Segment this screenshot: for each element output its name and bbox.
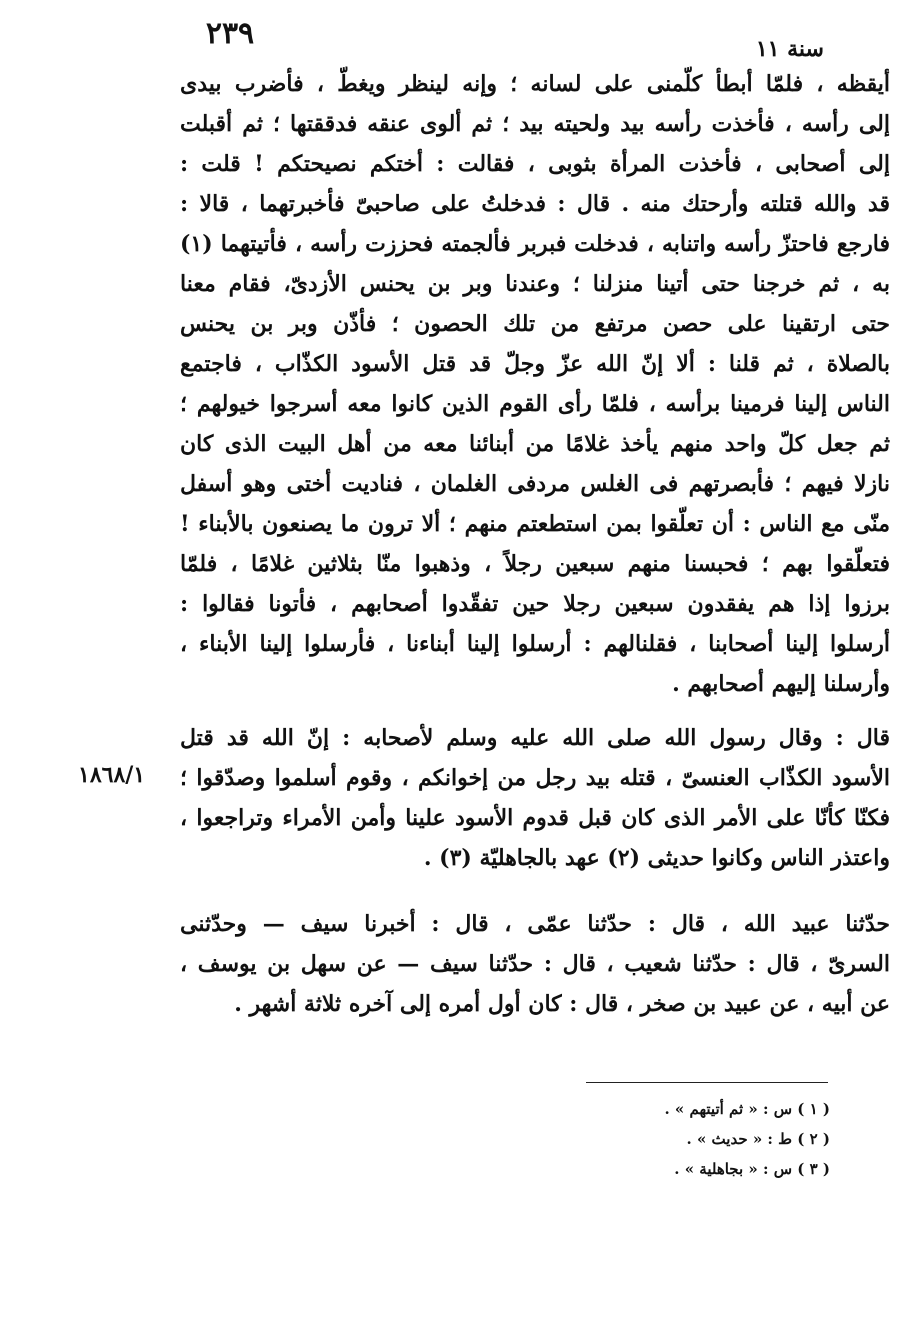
text-line: فكنّا كأنّا على الأمر الذى كان قبل قدوم الأسود علينا وأمن الأمراء وتراجعوا ، <box>180 805 890 831</box>
text-line: نازلا فيهم ؛ فأبصرتهم فى الغلس مردفى الغلمان ، فناديت أختى وهو أسفل <box>180 471 890 497</box>
body-text <box>180 64 890 1024</box>
text-line: السرىّ ، قال : حدّثنا شعيب ، قال : حدّثنا سيف — عن سهل بن يوسف ، <box>180 951 890 977</box>
text-line: الناس إلينا فرمينا برأسه ، فلمّا رأى القوم الذين كانوا معه أسرجوا خيولهم ؛ <box>180 391 890 417</box>
running-head: سنة ١١ <box>755 36 824 62</box>
text-line: عن أبيه ، عن عبيد بن صخر ، قال : كان أول أمره إلى آخره ثلاثة أشهر . <box>234 991 890 1017</box>
paragraph <box>180 718 890 878</box>
text-line: إلى أصحابى ، فأخذت المرأة بثوبى ، فقالت : أختكم نصيحتكم ! قلت : <box>180 151 890 177</box>
text-line: وأرسلنا إليهم أصحابهم . <box>672 671 890 697</box>
text-line: قد والله قتلته وأرحتك منه . قال : فدخلتُ على صاحبىّ فأخبرتهما ، قالا : <box>180 191 890 217</box>
text-line: قال : وقال رسول الله صلى الله عليه وسلم لأصحابه : إنّ الله قد قتل <box>180 725 890 751</box>
footnote: ( ٣ ) س : « بجاهلية » . <box>674 1160 830 1178</box>
text-line: بالصلاة ، ثم قلنا : ألا إنّ الله عزّ وجلّ قد قتل الأسود الكذّاب ، فاجتمع <box>180 351 890 377</box>
text-line: به ، ثم خرجنا حتى أتينا منزلنا ؛ وعندنا وبر بن يحنس الأزدىّ، فقام معنا <box>180 271 890 297</box>
margin-reference: ١٨٦٨/١ <box>78 762 146 788</box>
text-line: إلى رأسه ، فأخذت رأسه بيد ولحيته بيد ؛ ثم ألوى عنقه فدققتها ؛ ثم أقبلت <box>180 111 890 137</box>
text-line: الأسود الكذّاب العنسىّ ، قتله بيد رجل من إخوانكم ، وقوم أسلموا وصدّقوا ؛ <box>180 765 890 791</box>
text-line: حدّثنا عبيد الله ، قال : حدّثنا عمّى ، قال : أخبرنا سيف — وحدّثنى <box>180 911 890 937</box>
text-line: واعتذر الناس وكانوا حديثى (٢) عهد بالجاهليّة (٣) . <box>423 845 890 871</box>
text-line: فتعلّقوا بهم ؛ فحبسنا منهم سبعين رجلاً ، وذهبوا منّا بثلاثين غلامًا ، فلمّا <box>180 551 890 577</box>
text-line: فارجع فاحتزّ رأسه واتنابه ، فدخلت فبربر فألجمته فحززت رأسه ، فأتيتهما (١) <box>180 231 890 257</box>
footnotes <box>580 1094 830 1184</box>
footnote: ( ١ ) س : « ثم أتيتهم » . <box>664 1100 830 1118</box>
text-line: منّى مع الناس : أن تعلّقوا بمن استطعتم منهم ؛ ألا ترون ما يصنعون بالأبناء ! <box>180 511 890 537</box>
text-line: حتى ارتقينا على حصن مرتفع من تلك الحصون ؛ فأذّن وبر بن يحنس <box>180 311 890 337</box>
text-line: ثم جعل كلّ واحد منهم يأخذ غلامًا من أبنائنا معه من أهل البيت الذى كان <box>180 431 890 457</box>
footnote-divider <box>586 1082 828 1083</box>
footnote: ( ٢ ) ط : « حديث » . <box>686 1130 830 1148</box>
paragraph <box>180 64 890 704</box>
text-line: أرسلوا إلينا أصحابنا ، فقلنالهم : أرسلوا إلينا أبناءنا ، فأرسلوا إلينا الأبناء ، <box>180 631 890 657</box>
text-line: برزوا إذا هم يفقدون سبعين رجلا حين تفقّدوا أصحابهم ، فأتونا فقالوا : <box>180 591 890 617</box>
text-line: أيقظه ، فلمّا أبطأ كلّمنى على لسانه ؛ وإنه لينظر ويغطّ ، فأضرب بيدى <box>180 71 890 97</box>
page-number: ٢٣٩ <box>205 16 255 51</box>
paragraph <box>180 904 890 1024</box>
